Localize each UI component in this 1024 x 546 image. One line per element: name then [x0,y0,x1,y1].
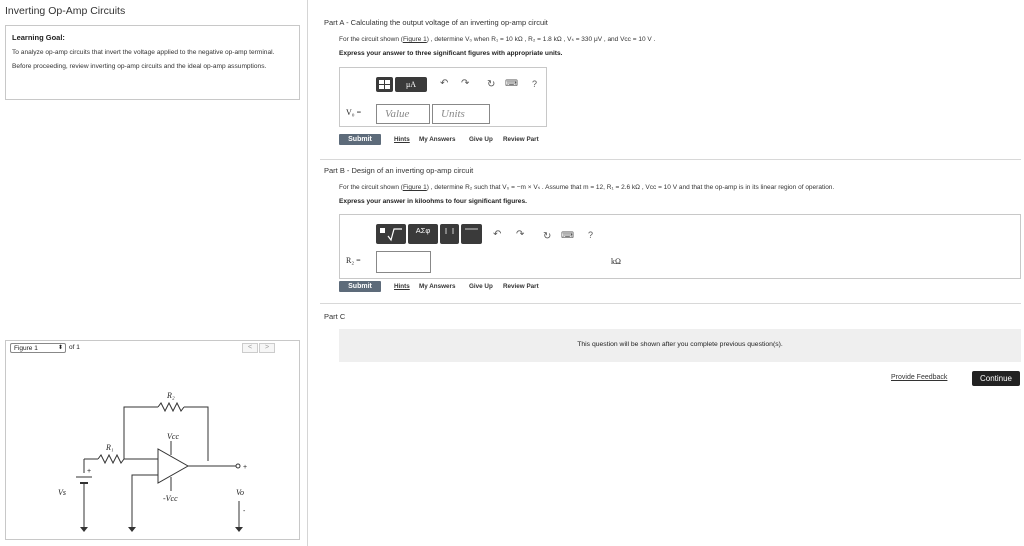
reset-icon[interactable]: ↻ [543,231,552,242]
symbols-button[interactable]: ΑΣφ [408,224,438,244]
label-r2: R₂ [167,391,175,400]
label-output-plus: + [243,464,248,471]
redo-icon[interactable]: ↷ [461,78,470,89]
label-source-plus: + [87,468,92,475]
label-neg-vcc: -Vcc [163,494,178,503]
part-b-my-answers-link[interactable]: My Answers [419,283,456,290]
figure-select[interactable] [10,343,66,353]
part-b-hints-link[interactable]: Hints [394,283,410,290]
part-b-unit-label: kΩ [611,257,621,266]
noninverting-input-wire [132,475,158,527]
part-a-variable-label: V₀ = [346,108,362,117]
figure-next-button[interactable]: > [259,343,275,353]
template-button[interactable] [376,224,406,244]
part-c-locked-box [339,329,1021,362]
part-b-give-up-link[interactable]: Give Up [469,283,493,290]
opamp-triangle [158,449,188,483]
subscript-button[interactable] [440,224,459,244]
part-a-give-up-link[interactable]: Give Up [469,136,493,143]
figure-select-value: Figure 1 [14,345,38,352]
part-a-figure-link[interactable]: Figure 1 [402,36,427,43]
part-c-title: Part C [324,312,346,321]
sqrt-template-icon [376,224,406,244]
help-icon[interactable]: ? [532,79,538,89]
part-b-answer-input[interactable] [376,251,431,273]
part-a-question-pre: For the circuit shown ( [339,36,403,43]
part-a-title: Part A - Calculating the output voltage of an inverting op-amp circuit [324,18,548,27]
label-output-minus: - [243,508,246,515]
label-vs: Vs [58,488,66,497]
circuit-diagram [46,363,266,535]
learning-goal-note: Before proceeding, review inverting op-amp circuits and the ideal op-amp assumptions. [12,62,267,70]
divider [320,159,1021,160]
template-button[interactable] [376,77,393,92]
chevron-updown-icon: ⬍ [57,345,63,351]
label-r1: R₁ [106,443,114,452]
template-icon [376,77,393,92]
part-a-question [339,35,655,43]
part-b-figure-link[interactable]: Figure 1 [402,184,427,191]
help-icon[interactable]: ? [588,230,594,240]
part-b-answer-box [339,214,1021,279]
undo-icon[interactable]: ↶ [493,229,502,240]
keyboard-icon[interactable]: ⌨ [561,230,574,240]
provide-feedback-link[interactable]: Provide Feedback [891,374,948,381]
part-b-instruction: Express your answer in kiloohms to four significant figures. [339,198,527,205]
feedback-wire-left [124,407,158,459]
label-vo: Vo [236,488,244,497]
figure-toolbar [6,341,299,355]
undo-icon[interactable]: ↶ [440,78,449,89]
figure-count: of 1 [69,344,80,351]
part-a-hints-link[interactable]: Hints [394,136,410,143]
part-a-submit-button[interactable]: Submit [339,134,381,145]
units-button[interactable]: μA [395,77,427,92]
feedback-wire-right [184,407,208,461]
vector-icon [461,224,482,244]
part-a-my-answers-link[interactable]: My Answers [419,136,456,143]
part-a-units-input[interactable]: Units [432,104,490,124]
part-b-question-post: ) , determine R₂ such that V₀ = −m × Vₛ . Assume that m = 12, R₁ = 2.6 kΩ , Vcc = 10 V and that the op-amp is in its linear region of operation. [426,184,835,191]
vector-button[interactable] [461,224,482,244]
part-b-submit-button[interactable]: Submit [339,281,381,292]
divider [320,303,1021,304]
page-title: Inverting Op-Amp Circuits [5,5,126,17]
part-b-variable-label: R₂ = [346,256,361,265]
part-b-review-link[interactable]: Review Part [503,283,539,290]
label-vcc: Vcc [167,432,179,441]
part-a-question-post: ) , determine V₀ when R₁ = 10 kΩ , R₂ = 1.8 kΩ , Vₛ = 330 μV , and Vcc = 10 V . [426,36,656,43]
part-a-answer-box [339,67,547,127]
part-b-title: Part B - Design of an inverting op-amp circuit [324,166,474,175]
learning-goal-box [5,25,300,100]
part-c-message: This question will be shown after you complete previous question(s). [577,341,783,348]
resistor-r1 [98,455,124,463]
learning-goal-text: To analyze op-amp circuits that invert the voltage applied to the negative op-amp terminal. [12,49,275,56]
part-b-question [339,183,834,191]
part-a-value-input[interactable]: Value [376,104,430,124]
keyboard-icon[interactable]: ⌨ [505,78,518,88]
arrows-icon [440,224,459,244]
resistor-r2 [158,403,184,411]
output-terminal [236,464,240,468]
learning-goal-title: Learning Goal: [12,33,65,42]
continue-button[interactable]: Continue [972,371,1020,386]
reset-icon[interactable]: ↻ [487,79,496,90]
ground-symbols [80,527,243,532]
redo-icon[interactable]: ↷ [516,229,525,240]
part-b-question-pre: For the circuit shown ( [339,184,403,191]
figure-prev-button[interactable]: < [242,343,258,353]
part-a-review-link[interactable]: Review Part [503,136,539,143]
part-a-instruction: Express your answer to three significant figures with appropriate units. [339,50,563,57]
figure-panel [5,340,300,540]
